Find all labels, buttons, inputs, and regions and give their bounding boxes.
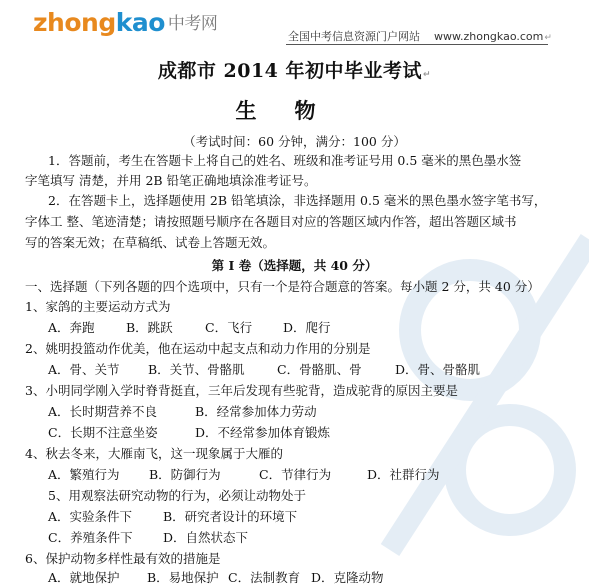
answer-option: A．就地保护 <box>48 570 120 585</box>
zhongkao-logo[interactable] <box>33 8 217 39</box>
instruction-line: 2．在答题卡上，选择题使用 2B 铅笔填涂，非选择题用 0.5 毫米的黑色墨水签字笔书写， <box>48 193 547 208</box>
answer-option: B．经常参加体力劳动 <box>195 404 317 419</box>
section-intro: 一、选择题（下列各题的四个选项中，只有一个是符合题意的答案。每小题 2 分，共 40 分） <box>25 279 540 294</box>
answer-option: A．实验条件下 <box>48 509 133 524</box>
question-stem: 3、小明同学刚入学时脊背挺直，三年后发现有些驼背，造成驼背的原因主要是 <box>25 383 458 398</box>
instruction-line: 写的答案无效；在草稿纸、试卷上答题无效。 <box>25 235 276 250</box>
answer-option: C．养殖条件下 <box>48 530 133 545</box>
question-stem: 1、家鸽的主要运动方式为 <box>25 299 171 314</box>
question-stem: 6、保护动物多样性最有效的措施是 <box>25 551 221 566</box>
answer-option: A．长时期营养不良 <box>48 404 158 419</box>
logo-kao: kao <box>115 8 165 37</box>
answer-option: C．长期不注意坐姿 <box>48 425 158 440</box>
instruction-line: 字笔填写 清楚，并用 2B 铅笔正确地填涂准考证号。 <box>25 173 317 188</box>
exam-info: （考试时间：60 分钟，满分：100 分） <box>183 134 406 149</box>
site-tagline <box>288 28 552 44</box>
answer-option: D．爬行 <box>283 320 331 335</box>
question-stem: 4、秋去冬来，大雁南飞，这一现象属于大雁的 <box>25 446 283 461</box>
answer-option: C．节律行为 <box>259 467 332 482</box>
subject-title: 生物 <box>235 98 354 123</box>
answer-option: C．法制教育 <box>228 570 301 585</box>
answer-option: B．研究者设计的环境下 <box>163 509 298 524</box>
answer-option: D．克隆动物 <box>311 570 384 585</box>
answer-option: B．关节、骨骼肌 <box>148 362 245 377</box>
paragraph-mark-icon: ↵ <box>544 33 552 43</box>
answer-option: B．跳跃 <box>126 320 173 335</box>
answer-option: D．自然状态下 <box>163 530 249 545</box>
section-title: 第 I 卷（选择题，共 40 分） <box>211 258 378 273</box>
site-url[interactable]: www.zhongkao.com <box>434 30 544 43</box>
answer-option: A．骨、关节 <box>48 362 120 377</box>
answer-option: B．易地保护 <box>147 570 219 585</box>
answer-option: C．飞行 <box>205 320 253 335</box>
question-stem: 2、姚明投篮动作优美，他在运动中起支点和动力作用的分别是 <box>25 341 371 356</box>
header-divider <box>286 44 548 45</box>
logo-chinese: 中考网 <box>167 14 218 34</box>
site-header <box>0 0 589 48</box>
answer-option: D．社群行为 <box>367 467 440 482</box>
exam-title-text: 成都市 2014 年初中毕业考试 <box>157 60 423 82</box>
logo-zhong: zhong <box>33 8 116 37</box>
answer-option: A．奔跑 <box>48 320 95 335</box>
instruction-line: 1．答题前，考生在答题卡上将自己的姓名、班级和准考证号用 0.5 毫米的黑色墨水签 <box>48 153 522 168</box>
answer-option: D．骨、骨骼肌 <box>395 362 481 377</box>
question-stem: 5、用观察法研究动物的行为，必须让动物处于 <box>48 488 306 503</box>
instruction-line: 字体工 整、笔迹清楚；请按照题号顺序在各题目对应的答题区域内作答，超出答题区域书 <box>25 214 517 229</box>
answer-option: A．繁殖行为 <box>48 467 120 482</box>
exam-title <box>0 58 589 88</box>
tagline-text: 全国中考信息资源门户网站 <box>288 30 420 43</box>
paragraph-mark-icon: ↵ <box>423 70 432 80</box>
answer-option: C．骨骼肌、骨 <box>277 362 362 377</box>
answer-option: B．防御行为 <box>149 467 221 482</box>
answer-option: D．不经常参加体育锻炼 <box>195 425 331 440</box>
